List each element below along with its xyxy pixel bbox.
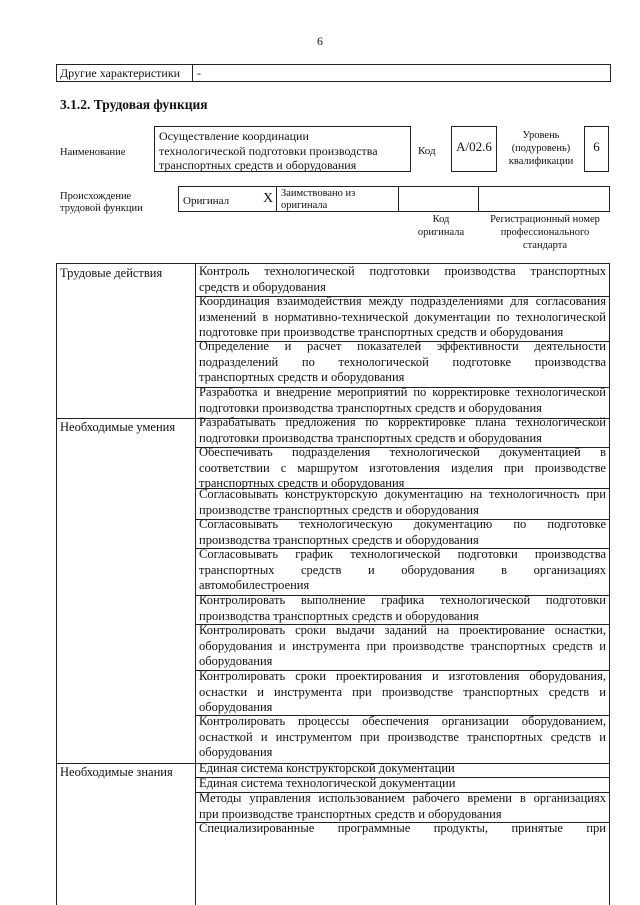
level-label-line: (подуровень): [511, 143, 571, 154]
registration-number-label: [480, 213, 610, 252]
category-actions: Трудовые действия: [60, 266, 163, 280]
name-label: Наименование: [60, 147, 126, 158]
row-line: изменений в нормативно-технической документации по технологической: [199, 309, 606, 324]
code-label: Код: [418, 145, 436, 157]
row-line: подразделений по технологической подготовке производства: [199, 354, 606, 369]
other-characteristics-label: Другие характеристики: [57, 65, 193, 81]
table-row: [199, 791, 606, 822]
origin-cell-code: [399, 187, 479, 211]
reg-number-line: профессионального: [500, 227, 590, 238]
section-heading: 3.1.2. Трудовая функция: [60, 97, 208, 112]
row-line: Контролировать сроки выдачи заданий на проектирование оснастки,: [199, 623, 606, 637]
row-line: подготовки производства транспортных средств и оборудования: [199, 400, 542, 415]
row-line: оборудования: [199, 745, 273, 759]
level-label-line: Уровень: [522, 130, 560, 141]
table-row: [199, 714, 606, 761]
table-row: [199, 294, 606, 341]
function-name-box: [154, 126, 411, 172]
original-mark: X: [263, 191, 274, 206]
level-label-line: квалификации: [508, 156, 574, 167]
reg-number-line: стандарта: [522, 240, 568, 251]
row-line: при производстве транспортных средств и оборудования: [199, 806, 502, 821]
row-line: Методы управления использованием рабочего времени в организациях: [199, 791, 606, 805]
table-row: [199, 821, 606, 837]
page-number: 6: [317, 34, 323, 48]
row-line: подготовке при производстве транспортных средств и оборудования: [199, 325, 564, 339]
code-original-line: Код: [432, 214, 450, 225]
row-line: Разработка и внедрение мероприятий по корректировке технологической: [199, 385, 606, 399]
table-row: [199, 445, 606, 492]
row-line: Согласовывать технологическую документацию по подготовке: [199, 517, 606, 531]
row-line: Определение и расчет показателей эффективности деятельности: [199, 339, 606, 353]
borrowed-line: Заимствовано из: [281, 188, 356, 199]
table-row: [199, 415, 606, 446]
function-code: A/02.6: [451, 126, 497, 172]
other-characteristics-row: [56, 64, 611, 82]
function-name-line: технологической подготовки производства: [159, 143, 378, 158]
table-row: [199, 547, 606, 594]
category-knowledge: Необходимые знания: [60, 765, 173, 779]
table-row: [199, 339, 606, 386]
table-row: [199, 776, 606, 792]
row-line: оборудования: [199, 654, 273, 668]
row-line: Контролировать выполнение графика технологической подготовки: [199, 593, 606, 607]
table-row: [199, 669, 606, 716]
origin-label-line: трудовой функции: [60, 203, 143, 214]
code-original-line: оригинала: [417, 227, 465, 238]
row-line: средств и оборудования: [199, 279, 326, 294]
table-column-divider: [195, 263, 196, 905]
row-line: Координация взаимодействия между подразделениями для согласования: [199, 294, 606, 308]
other-characteristics-value: -: [197, 66, 201, 80]
table-row: [199, 264, 606, 295]
row-line: подготовки производства транспортных средств и оборудования: [199, 430, 542, 445]
row-line: производства транспортных средств и оборудования: [199, 532, 479, 547]
borrowed-line: оригинала: [281, 200, 328, 211]
row-line: оборудования и инструмента при производстве транспортных средств и: [199, 638, 606, 653]
row-line: оснасткой и инструментом при производстве транспортных средств и: [199, 729, 606, 744]
function-name-line: Осуществление координации: [159, 129, 309, 143]
row-line: Специализированные программные продукты, принятые при: [199, 821, 606, 835]
row-line: Контроль технологической подготовки производства транспортных: [199, 264, 606, 278]
row-line: транспортных средств и оборудования: [199, 476, 405, 490]
table-row: [199, 385, 606, 416]
borrowed-label: [281, 188, 355, 212]
row-line: Согласовывать конструкторскую документацию на технологичность при: [199, 487, 606, 501]
origin-label: [60, 191, 143, 215]
origin-table: [178, 186, 610, 212]
category-skills: Необходимые умения: [60, 420, 176, 434]
row-line: оборудования: [199, 700, 273, 714]
function-name-line: транспортных средств и оборудования: [159, 158, 357, 172]
reg-number-line: Регистрационный номер: [490, 214, 600, 225]
origin-label-line: Происхождение: [60, 191, 132, 202]
original-label: Оригинал: [183, 195, 230, 207]
qualification-level: 6: [584, 126, 609, 172]
row-line: производства транспортных средств и оборудования: [199, 608, 479, 623]
table-row: [199, 623, 606, 670]
row-line: соответствии с маршрутом изготовления изделия при производстве: [199, 460, 606, 475]
row-line: Согласовывать график технологической подготовки производства: [199, 547, 606, 561]
qualification-level-label: [500, 129, 582, 168]
table-row: [199, 593, 606, 624]
row-line: автомобилестроения: [199, 578, 310, 592]
code-original-label: [402, 213, 480, 239]
row-line: Единая система технологической документации: [199, 776, 456, 790]
row-line: транспортных средств и оборудования: [199, 370, 405, 384]
row-line: транспортных средств и оборудования в организациях: [199, 562, 606, 577]
row-line: производстве транспортных средств и оборудования: [199, 502, 479, 517]
row-line: Обеспечивать подразделения технологической документацией в: [199, 445, 606, 459]
row-line: Контролировать процессы обеспечения организации оборудованием,: [199, 714, 606, 728]
row-line: Единая система конструкторской документации: [199, 761, 455, 775]
table-row: [199, 487, 606, 518]
table-row: [199, 761, 606, 777]
table-row: [199, 517, 606, 548]
row-line: Разрабатывать предложения по корректировке плана технологической: [199, 415, 606, 429]
row-line: оснастки и инструмента при производстве транспортных средств и: [199, 684, 606, 699]
row-line: Контролировать сроки проектирования и изготовления оборудования,: [199, 669, 606, 683]
